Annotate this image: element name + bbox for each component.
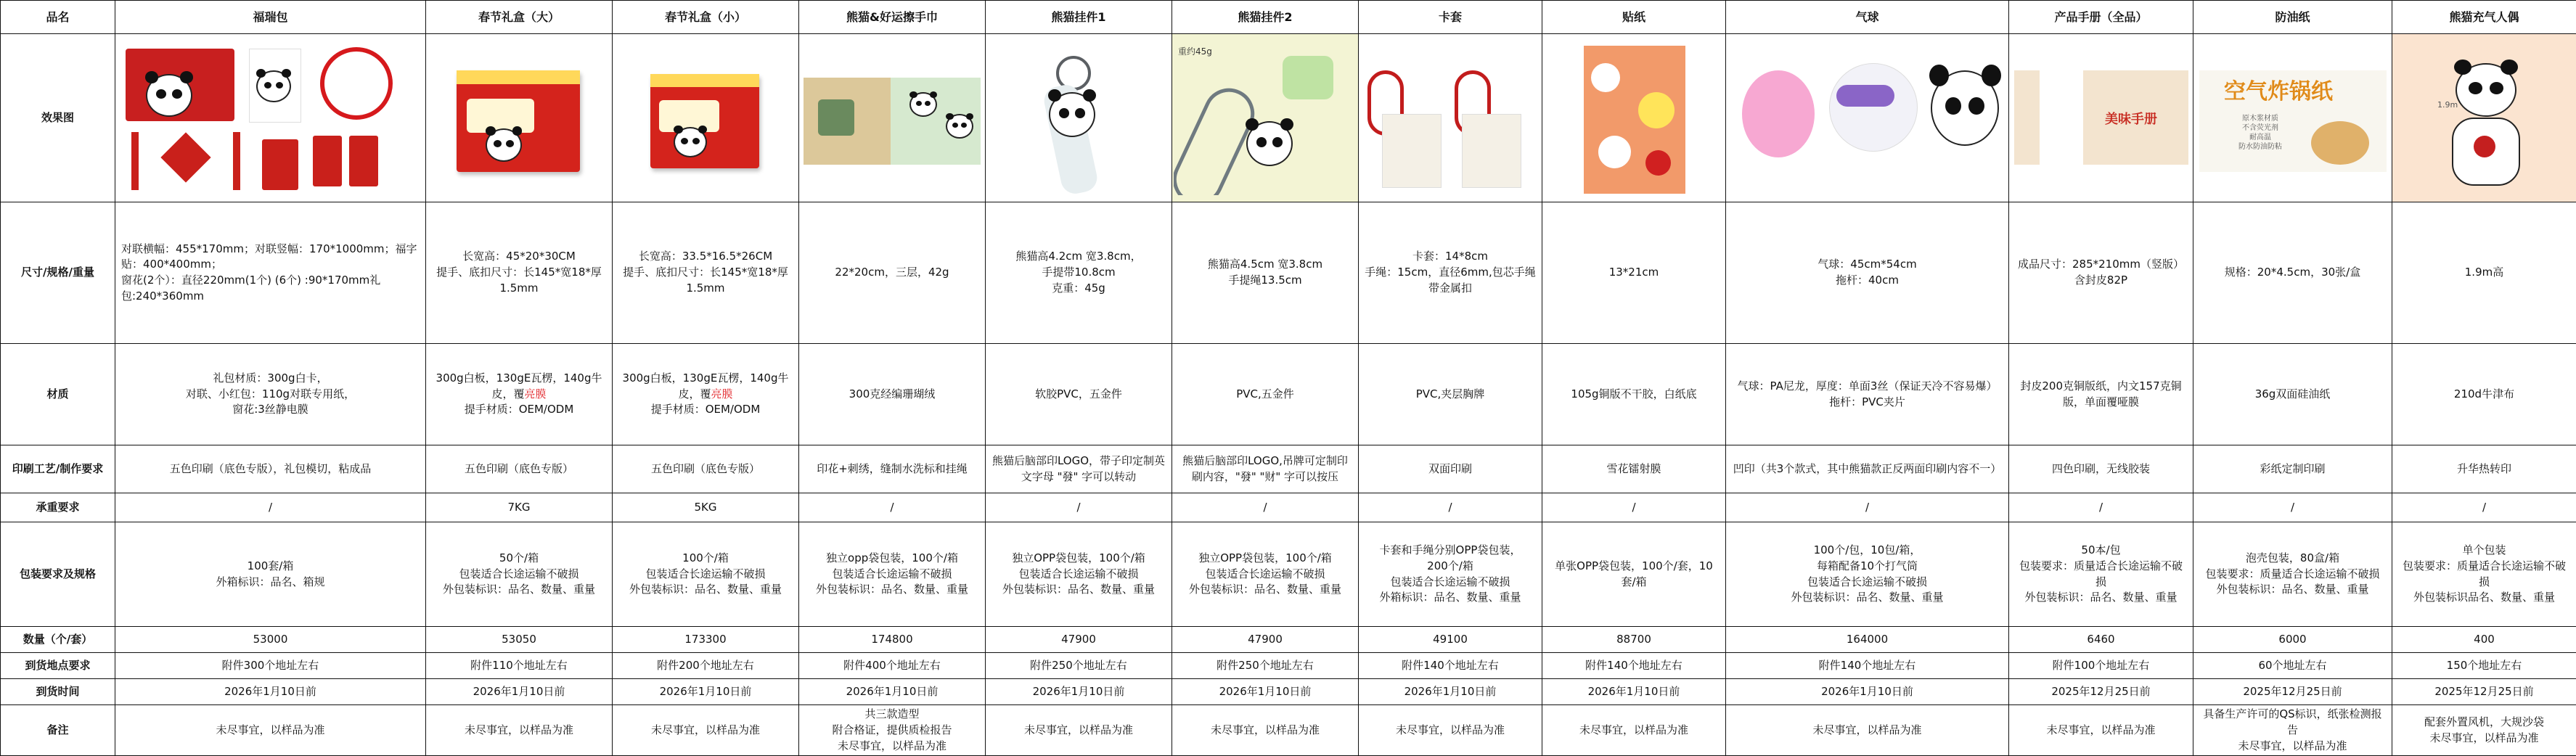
cell-pack: 50本/包 包装要求：质量适合长途运输不破损 外包装标识：品名、数量、重量	[2009, 522, 2193, 627]
note-row	[1, 705, 2576, 756]
cell-load: /	[1359, 493, 1542, 522]
cell-pack: 50个/箱 包装适合长途运输不破损 外包装标识：品名、数量、重量	[426, 522, 613, 627]
cell-dest: 附件100个地址左右	[2009, 653, 2193, 679]
image-gift-box-small	[613, 34, 799, 202]
cell-pack: 独立OPP袋包装，100个/箱 包装适合长途运输不破损 外包装标识：品名、数量、重量	[986, 522, 1172, 627]
cell-pack: 100个/箱 包装适合长途运输不破损 外包装标识：品名、数量、重量	[613, 522, 799, 627]
cell-load: /	[115, 493, 426, 522]
cell-material: PVC,夹层胸牌	[1359, 344, 1542, 445]
row-header-load: 承重要求	[1, 493, 115, 522]
cell-time: 2026年1月10日前	[613, 679, 799, 705]
cell-time: 2026年1月10日前	[1542, 679, 1726, 705]
row-header-time: 到货时间	[1, 679, 115, 705]
cell-load: /	[2392, 493, 2576, 522]
cell-time: 2025年12月25日前	[2193, 679, 2392, 705]
cell-time: 2025年12月25日前	[2392, 679, 2576, 705]
cell-load: /	[1172, 493, 1359, 522]
row-header-effect: 效果图	[1, 34, 115, 202]
cell-load: /	[1726, 493, 2009, 522]
header-row	[1, 1, 2576, 34]
cell-print: 彩纸定制印刷	[2193, 445, 2392, 493]
cell-pack: 独立opp袋包装，100个/箱 包装适合长途运输不破损 外包装标识：品名、数量、重量	[799, 522, 986, 627]
cell-note: 未尽事宜，以样品为准	[1542, 705, 1726, 756]
cell-time: 2026年1月10日前	[426, 679, 613, 705]
pendant-weight-label: 重约45g	[1178, 46, 1212, 58]
material-highlight: 亮膜	[525, 387, 547, 400]
material-handle: 提手材质：OEM/ODM	[465, 403, 574, 416]
cell-size: 熊猫高4.5cm 宽3.8cm 手提绳13.5cm	[1172, 202, 1359, 344]
cell-size: 对联横幅：455*170mm；对联竖幅：170*1000mm；福字贴：400*400mm； 窗花(2个）：直径220mm(1个) (6个) :90*170mm礼包:240*360mm	[115, 202, 426, 344]
cell-material: 封皮200克铜版纸，内文157克铜版，单面覆哑膜	[2009, 344, 2193, 445]
oil-paper-features: 原木浆材质 不含荧光剂 耐高温 防水防油防粘	[2238, 114, 2282, 152]
oil-paper-title: 空气炸锅纸	[2224, 76, 2333, 108]
cell-print: 五色印刷（底色专版）	[613, 445, 799, 493]
cell-print: 双面印刷	[1359, 445, 1542, 493]
cell-material: PVC,五金件	[1172, 344, 1359, 445]
cell-load: 5KG	[613, 493, 799, 522]
header-cell: 熊猫充气人偶	[2392, 1, 2576, 34]
cell-size: 22*20cm，三层，42g	[799, 202, 986, 344]
material-text: 300g白板，130gE瓦楞，140g牛皮，覆	[623, 371, 789, 400]
effect-row	[1, 34, 2576, 202]
cell-note: 未尽事宜，以样品为准	[613, 705, 799, 756]
size-row	[1, 202, 2576, 344]
cell-qty: 6000	[2193, 627, 2392, 653]
cell-pack: 卡套和手绳分别OPP袋包装， 200个/箱 包装适合长途运输不破损 外箱标识：品名、数量、重量	[1359, 522, 1542, 627]
cell-size: 成品尺寸：285*210mm（竖版） 含封皮82P	[2009, 202, 2193, 344]
image-panda-inflatable	[2392, 34, 2576, 202]
manual-cover-title: 美味手册	[2105, 110, 2157, 129]
cell-size: 卡套：14*8cm 手绳：15cm，直径6mm,包芯手绳带金属扣	[1359, 202, 1542, 344]
header-cell: 熊猫挂件1	[986, 1, 1172, 34]
cell-material	[426, 344, 613, 445]
cell-qty: 88700	[1542, 627, 1726, 653]
cell-print: 五色印刷（底色专版）	[426, 445, 613, 493]
cell-qty: 49100	[1359, 627, 1542, 653]
cell-print: 熊猫后脑部印LOGO，带子印定制英文字母 "發" 字可以转动	[986, 445, 1172, 493]
image-balloon	[1726, 34, 2009, 202]
header-cell: 福瑞包	[115, 1, 426, 34]
cell-time: 2026年1月10日前	[1726, 679, 2009, 705]
cell-material: 36g双面硅油纸	[2193, 344, 2392, 445]
cell-qty: 173300	[613, 627, 799, 653]
cell-qty: 6460	[2009, 627, 2193, 653]
cell-size: 熊猫高4.2cm 宽3.8cm， 手提带10.8cm 克重：45g	[986, 202, 1172, 344]
cell-pack: 单个包装 包装要求：质量适合长途运输不破损 外包装标识品名、数量、重量	[2392, 522, 2576, 627]
cell-note: 未尽事宜，以样品为准	[2009, 705, 2193, 756]
row-header-size: 尺寸/规格/重量	[1, 202, 115, 344]
image-sticker	[1542, 34, 1726, 202]
cell-dest: 附件140个地址左右	[1359, 653, 1542, 679]
cell-time: 2026年1月10日前	[1172, 679, 1359, 705]
cell-material: 105g铜版不干胶，白纸底	[1542, 344, 1726, 445]
cell-note: 未尽事宜，以样品为准	[986, 705, 1172, 756]
material-highlight: 亮膜	[711, 387, 733, 400]
print-row	[1, 445, 2576, 493]
image-pendant-2	[1172, 34, 1359, 202]
header-cell-name: 品名	[1, 1, 115, 34]
cell-time: 2026年1月10日前	[799, 679, 986, 705]
cell-size: 长宽高：33.5*16.5*26CM 提手、底扣尺寸：长145*宽18*厚1.5mm	[613, 202, 799, 344]
cell-dest: 附件140个地址左右	[1726, 653, 2009, 679]
header-cell: 卡套	[1359, 1, 1542, 34]
cell-material: 300克经编珊瑚绒	[799, 344, 986, 445]
cell-dest: 附件110个地址左右	[426, 653, 613, 679]
header-cell: 贴纸	[1542, 1, 1726, 34]
cell-dest: 60个地址左右	[2193, 653, 2392, 679]
cell-pack: 100套/箱 外箱标识：品名、箱规	[115, 522, 426, 627]
cell-note: 共三款造型 附合格证，提供质检报告 未尽事宜，以样品为准	[799, 705, 986, 756]
cell-size: 气球：45cm*54cm 拖杆：40cm	[1726, 202, 2009, 344]
cell-print: 五色印刷（底色专版），礼包模切，粘成品	[115, 445, 426, 493]
row-header-material: 材质	[1, 344, 115, 445]
image-oil-paper	[2193, 34, 2392, 202]
row-header-dest: 到货地点要求	[1, 653, 115, 679]
cell-dest: 附件400个地址左右	[799, 653, 986, 679]
cell-time: 2026年1月10日前	[986, 679, 1172, 705]
cell-load: /	[2009, 493, 2193, 522]
header-cell: 产品手册（全品）	[2009, 1, 2193, 34]
cell-material: 气球：PA尼龙，厚度：单面3丝（保证天冷不容易爆） 拖杆：PVC夹片	[1726, 344, 2009, 445]
cell-size: 规格：20*4.5cm，30张/盒	[2193, 202, 2392, 344]
cell-print: 四色印刷，无线胶装	[2009, 445, 2193, 493]
image-card-holder	[1359, 34, 1542, 202]
cell-print: 印花+刺绣，缝制水洗标和挂绳	[799, 445, 986, 493]
cell-dest: 附件300个地址左右	[115, 653, 426, 679]
load-row	[1, 493, 2576, 522]
material-text: 300g白板，130gE瓦楞，140g牛皮，覆	[436, 371, 602, 400]
cell-print: 熊猫后脑部印LOGO,吊牌可定制印刷内容，"發" "财" 字可以按压	[1172, 445, 1359, 493]
cell-time: 2026年1月10日前	[1359, 679, 1542, 705]
cell-qty: 47900	[986, 627, 1172, 653]
cell-print: 雪花镭射膜	[1542, 445, 1726, 493]
cell-time: 2025年12月25日前	[2009, 679, 2193, 705]
cell-note: 未尽事宜，以样品为准	[1172, 705, 1359, 756]
pack-row	[1, 522, 2576, 627]
cell-qty: 47900	[1172, 627, 1359, 653]
material-row	[1, 344, 2576, 445]
cell-load: 7KG	[426, 493, 613, 522]
cell-qty: 400	[2392, 627, 2576, 653]
cell-pack: 独立OPP袋包装，100个/箱 包装适合长途运输不破损 外包装标识：品名、数量、重量	[1172, 522, 1359, 627]
image-fuyuibao	[115, 34, 426, 202]
row-header-qty: 数量（个/套）	[1, 627, 115, 653]
cell-qty: 174800	[799, 627, 986, 653]
cell-qty: 164000	[1726, 627, 2009, 653]
cell-note: 未尽事宜，以样品为准	[1359, 705, 1542, 756]
cell-load: /	[986, 493, 1172, 522]
cell-load: /	[2193, 493, 2392, 522]
time-row	[1, 679, 2576, 705]
cell-dest: 150个地址左右	[2392, 653, 2576, 679]
cell-dest: 附件250个地址左右	[986, 653, 1172, 679]
header-cell: 气球	[1726, 1, 2009, 34]
qty-row	[1, 627, 2576, 653]
cell-note: 配套外置风机，大规沙袋 未尽事宜，以样品为准	[2392, 705, 2576, 756]
dest-row	[1, 653, 2576, 679]
cell-dest: 附件200个地址左右	[613, 653, 799, 679]
cell-material: 礼包材质：300g白卡， 对联、小红包：110g对联专用纸， 窗花:3丝静电膜	[115, 344, 426, 445]
cell-size: 1.9m高	[2392, 202, 2576, 344]
cell-size: 13*21cm	[1542, 202, 1726, 344]
cell-dest: 附件140个地址左右	[1542, 653, 1726, 679]
image-product-manual	[2009, 34, 2193, 202]
header-cell: 春节礼盒（大）	[426, 1, 613, 34]
header-cell: 防油纸	[2193, 1, 2392, 34]
cell-qty: 53000	[115, 627, 426, 653]
cell-note: 未尽事宜，以样品为准	[115, 705, 426, 756]
cell-qty: 53050	[426, 627, 613, 653]
header-cell: 春节礼盒（小）	[613, 1, 799, 34]
cell-note: 未尽事宜，以样品为准	[426, 705, 613, 756]
inflatable-height-label: 1.9m	[2437, 99, 2458, 111]
image-towel	[799, 34, 986, 202]
cell-material: 210d牛津布	[2392, 344, 2576, 445]
cell-pack: 100个/包，10包/箱， 每箱配备10个打气筒 包装适合长途运输不破损 外包装标识：品名、数量、重量	[1726, 522, 2009, 627]
cell-print: 凹印（共3个款式，其中熊猫款正反两面印刷内容不一）	[1726, 445, 2009, 493]
cell-time: 2026年1月10日前	[115, 679, 426, 705]
cell-note: 未尽事宜，以样品为准	[1726, 705, 2009, 756]
row-header-print: 印刷工艺/制作要求	[1, 445, 115, 493]
material-handle: 提手材质：OEM/ODM	[651, 403, 761, 416]
header-cell: 熊猫挂件2	[1172, 1, 1359, 34]
cell-pack: 泡壳包装，80盒/箱 包装要求：质量适合长途运输不破损 外包装标识：品名、数量、重量	[2193, 522, 2392, 627]
cell-print: 升华热转印	[2392, 445, 2576, 493]
cell-load: /	[799, 493, 986, 522]
cell-dest: 附件250个地址左右	[1172, 653, 1359, 679]
cell-note: 具备生产许可的QS标识，纸张检测报告 未尽事宜，以样品为准	[2193, 705, 2392, 756]
cell-pack: 单张OPP袋包装，100个/套，10套/箱	[1542, 522, 1726, 627]
cell-material: 软胶PVC，五金件	[986, 344, 1172, 445]
cell-material	[613, 344, 799, 445]
image-pendant-1	[986, 34, 1172, 202]
row-header-note: 备注	[1, 705, 115, 756]
cell-size: 长宽高：45*20*30CM 提手、底扣尺寸：长145*宽18*厚1.5mm	[426, 202, 613, 344]
image-gift-box-large	[426, 34, 613, 202]
header-cell: 熊猫&好运擦手巾	[799, 1, 986, 34]
cell-load: /	[1542, 493, 1726, 522]
row-header-pack: 包装要求及规格	[1, 522, 115, 627]
